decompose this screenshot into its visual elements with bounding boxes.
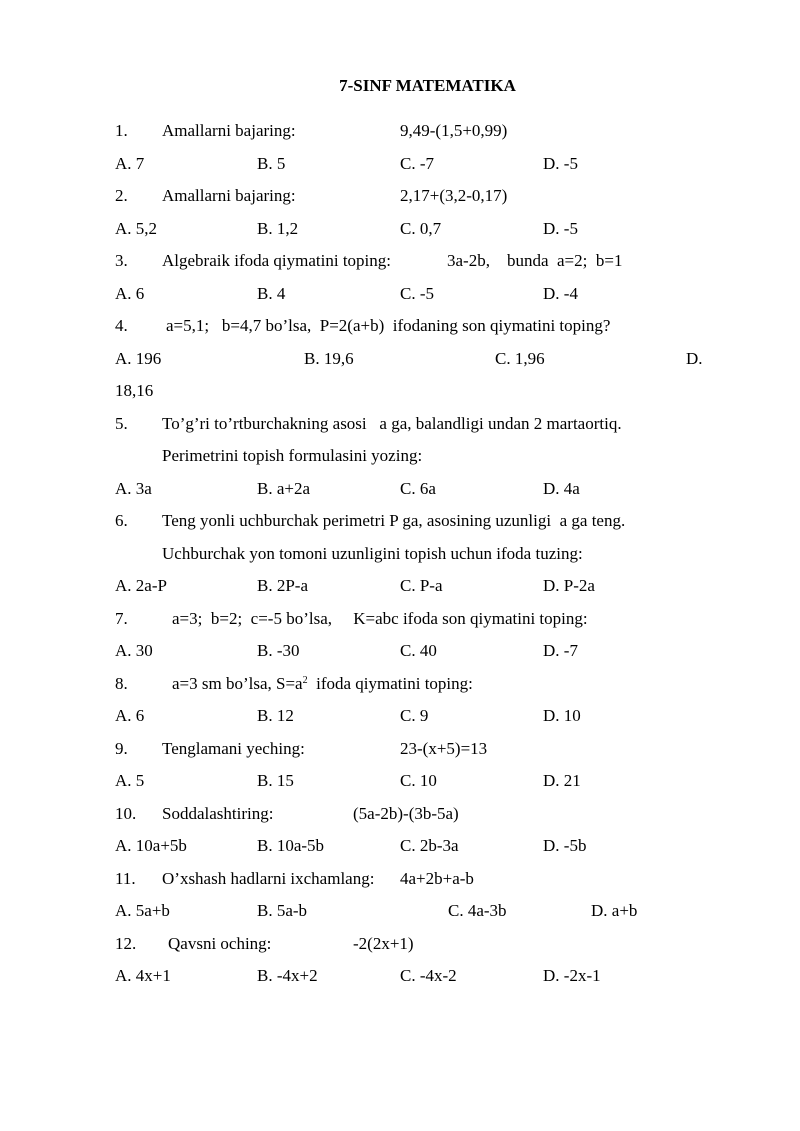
option-c: C. 10 — [400, 771, 437, 790]
option-a: A. 5,2 — [115, 219, 158, 238]
question-text-continued: Uchburchak yon tomoni uzunligini topish uchun ifoda tuzing: — [162, 544, 583, 563]
question-text: a=5,1; b=4,7 bo’lsa, P=2(a+b) ifodaning son qiymatini toping? — [166, 316, 611, 335]
question-number: 8. — [115, 674, 128, 693]
question-text-part: ifoda qiymatini toping: — [307, 674, 473, 693]
question-text: O’xshash hadlarni ixchamlang: — [162, 869, 375, 888]
option-b: B. 15 — [257, 771, 294, 790]
option-d: D. 21 — [543, 771, 581, 790]
question-number: 11. — [115, 869, 136, 888]
question-text: Amallarni bajaring: — [162, 186, 296, 205]
option-a: A. 6 — [115, 706, 145, 725]
option-a: A. 196 — [115, 349, 162, 368]
question-text: Qavsni oching: — [168, 934, 272, 953]
question-number: 6. — [115, 511, 128, 530]
option-c: C. P-a — [400, 576, 443, 595]
option-a: A. 10a+5b — [115, 836, 187, 855]
option-d: D. -5 — [543, 154, 578, 173]
question-expression: 4a+2b+a-b — [400, 869, 474, 888]
option-c: C. 2b-3a — [400, 836, 459, 855]
option-a: A. 2a-P — [115, 576, 167, 595]
question-number: 1. — [115, 121, 128, 140]
option-c: C. 0,7 — [400, 219, 442, 238]
option-d: D. -7 — [543, 641, 578, 660]
superscript: 2 — [302, 675, 308, 686]
option-b: B. 5a-b — [257, 901, 308, 920]
question-number: 12. — [115, 934, 137, 953]
question-text: Soddalashtiring: — [162, 804, 274, 823]
option-d: D. -4 — [543, 284, 578, 303]
question-expression: (5a-2b)-(3b-5a) — [353, 804, 459, 823]
question-text: Tenglamani yeching: — [162, 739, 305, 758]
question-number: 4. — [115, 316, 128, 335]
page-title: 7-SINF MATEMATIKA — [339, 76, 516, 95]
option-a: A. 6 — [115, 284, 145, 303]
option-d: D. 10 — [543, 706, 581, 725]
option-d-value: 18,16 — [115, 381, 154, 400]
option-c: C. -7 — [400, 154, 434, 173]
question-number: 9. — [115, 739, 128, 758]
option-a: A. 30 — [115, 641, 153, 660]
question-text: Algebraik ifoda qiymatini toping: — [162, 251, 391, 270]
question-expression: 9,49-(1,5+0,99) — [400, 121, 508, 140]
option-c: C. 9 — [400, 706, 429, 725]
option-c: C. 1,96 — [495, 349, 545, 368]
question-text: Teng yonli uchburchak perimetri P ga, asosining uzunligi a ga teng. — [162, 511, 626, 530]
question-text-part: a=3 sm bo’lsa, S=a — [172, 674, 303, 693]
option-b: B. 10a-5b — [257, 836, 325, 855]
option-d: D. -2x-1 — [543, 966, 601, 985]
option-a: A. 5a+b — [115, 901, 170, 920]
option-d: D. a+b — [591, 901, 638, 920]
option-b: B. 12 — [257, 706, 294, 725]
question-text-continued: Perimetrini topish formulasini yozing: — [162, 446, 423, 465]
option-c: C. -4x-2 — [400, 966, 457, 985]
option-c: C. 4a-3b — [448, 901, 507, 920]
option-a: A. 7 — [115, 154, 145, 173]
option-d: D. — [686, 349, 703, 368]
option-d: D. P-2a — [543, 576, 595, 595]
option-d: D. -5b — [543, 836, 587, 855]
option-c: C. 40 — [400, 641, 437, 660]
question-number: 7. — [115, 609, 128, 628]
question-number: 2. — [115, 186, 128, 205]
option-b: B. 4 — [257, 284, 286, 303]
question-text: To’g’ri to’rtburchakning asosi a ga, balandligi undan 2 martaortiq. — [162, 414, 622, 433]
option-c: C. -5 — [400, 284, 434, 303]
question-number: 5. — [115, 414, 128, 433]
option-b: B. 1,2 — [257, 219, 299, 238]
option-b: B. 19,6 — [304, 349, 354, 368]
option-b: B. -30 — [257, 641, 300, 660]
question-expression: 3a-2b, bunda a=2; b=1 — [447, 251, 623, 270]
option-b: B. 5 — [257, 154, 286, 173]
option-d: D. 4a — [543, 479, 580, 498]
question-number: 3. — [115, 251, 128, 270]
question-text: a=3; b=2; c=-5 bo’lsa, K=abc ifoda son qiymatini toping: — [172, 609, 588, 628]
question-expression: -2(2x+1) — [353, 934, 414, 953]
option-b: B. -4x+2 — [257, 966, 318, 985]
option-a: A. 5 — [115, 771, 145, 790]
question-text: Amallarni bajaring: — [162, 121, 296, 140]
option-d: D. -5 — [543, 219, 578, 238]
question-expression: 23-(x+5)=13 — [400, 739, 488, 758]
option-b: B. a+2a — [257, 479, 311, 498]
option-a: A. 4x+1 — [115, 966, 171, 985]
option-c: C. 6a — [400, 479, 436, 498]
option-a: A. 3a — [115, 479, 152, 498]
question-number: 10. — [115, 804, 137, 823]
question-text — [172, 672, 473, 699]
option-b: B. 2P-a — [257, 576, 308, 595]
question-expression: 2,17+(3,2-0,17) — [400, 186, 508, 205]
